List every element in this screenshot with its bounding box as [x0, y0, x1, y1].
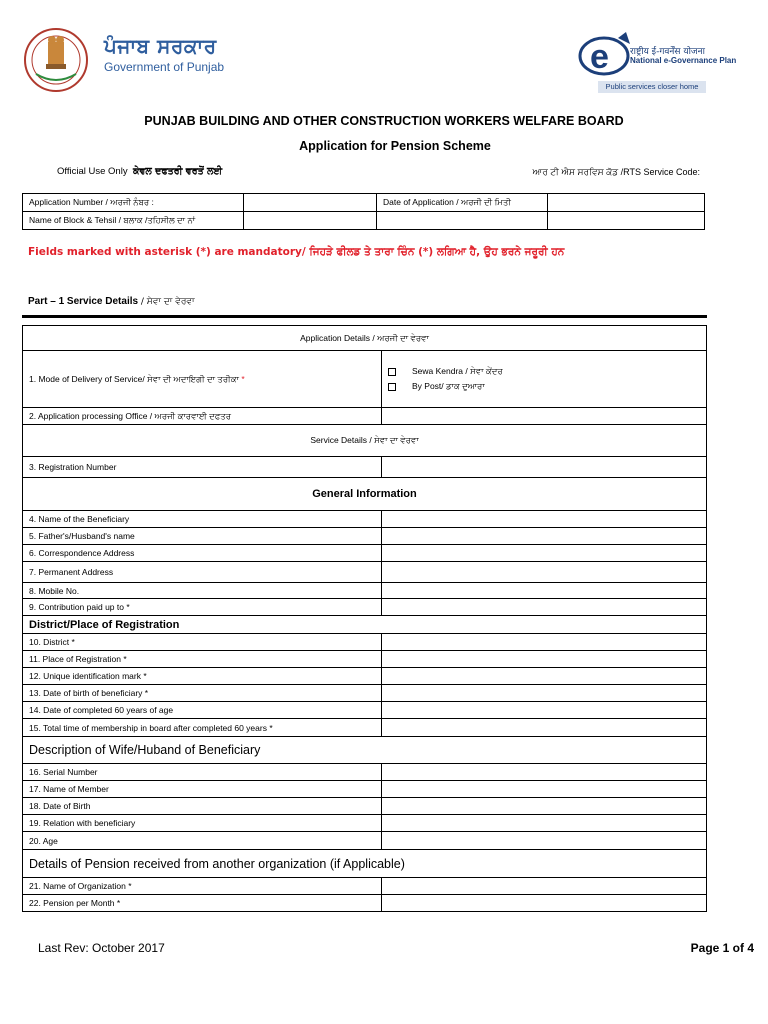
checkbox-by-post[interactable]	[388, 383, 396, 391]
district-heading: District/Place of Registration	[23, 616, 707, 634]
place-of-registration-field[interactable]	[382, 651, 707, 668]
page-number: Page 1 of 4	[690, 941, 754, 955]
egov-tagline: Public services closer home	[598, 81, 706, 93]
membership-time-field[interactable]	[382, 719, 707, 737]
part1-title: Part – 1 Service Details	[28, 296, 139, 307]
date-of-birth-label: 13. Date of birth of beneficiary *	[23, 685, 382, 702]
service-details-table	[22, 325, 707, 912]
service-details-heading: Service Details / ਸੇਵਾ ਦਾ ਵੇਰਵਾ	[23, 425, 707, 457]
mode-of-delivery-text: 1. Mode of Delivery of Service/ ਸੇਵਾ ਦੀ ਅਦਾਇਗੀ ਦਾ ਤਰੀਕਾ	[29, 373, 239, 384]
pension-heading: Details of Pension received from another organization (if Applicable)	[23, 850, 707, 878]
age-field[interactable]	[382, 832, 707, 850]
contribution-paid-field[interactable]	[382, 599, 707, 616]
punjab-sarkar-title: ਪੰਜਾਬ ਸਰਕਾਰ	[104, 34, 217, 58]
government-of-punjab: Government of Punjab	[104, 60, 225, 74]
required-star: *	[241, 373, 245, 384]
wife-husband-heading: Description of Wife/Huband of Beneficiary	[23, 737, 707, 764]
correspondence-address-label: 6. Correspondence Address	[23, 545, 382, 562]
egov-english-text: National e-Governance Plan	[630, 56, 737, 65]
processing-office-field[interactable]	[382, 408, 707, 425]
age-label: 20. Age	[23, 832, 382, 850]
mobile-no-label: 8. Mobile No.	[23, 583, 382, 599]
pension-per-month-label: 22. Pension per Month *	[23, 895, 382, 912]
identification-mark-field[interactable]	[382, 668, 707, 685]
contribution-paid-label: 9. Contribution paid up to *	[23, 599, 382, 616]
place-of-registration-label: 11. Place of Registration *	[23, 651, 382, 668]
svg-text:e: e	[590, 38, 609, 76]
part1-heading	[28, 296, 195, 307]
relation-label: 19. Relation with beneficiary	[23, 815, 382, 832]
organization-name-label: 21. Name of Organization *	[23, 878, 382, 895]
application-number-field[interactable]	[244, 194, 377, 212]
date-60-years-field[interactable]	[382, 702, 707, 719]
board-title: PUNJAB BUILDING AND OTHER CONSTRUCTION WORKERS WELFARE BOARD	[144, 114, 624, 128]
mode-of-delivery-label	[23, 351, 382, 408]
spouse-dob-label: 18. Date of Birth	[23, 798, 382, 815]
last-revision: Last Rev: October 2017	[38, 941, 165, 955]
block-tehsil-field[interactable]	[244, 212, 377, 230]
block-tehsil-label: Name of Block & Tehsil / ਬਲਾਕ /ਤਹਿਸੀਲ ਦਾ ਨਾਂ	[23, 212, 244, 230]
date-of-application-field[interactable]	[548, 194, 705, 212]
date-60-years-label: 14. Date of completed 60 years of age	[23, 702, 382, 719]
registration-number-label: 3. Registration Number	[23, 457, 382, 478]
permanent-address-field[interactable]	[382, 562, 707, 583]
egov-hindi-text: राष्ट्रीय ई-गवर्नेंस योजना	[630, 47, 705, 57]
father-husband-name-label: 5. Father's/Husband's name	[23, 528, 382, 545]
spouse-dob-field[interactable]	[382, 798, 707, 815]
serial-number-field[interactable]	[382, 764, 707, 781]
part1-title-punjabi: / ਸੇਵਾ ਦਾ ਵੇਰਵਾ	[140, 297, 195, 307]
pension-per-month-field[interactable]	[382, 895, 707, 912]
correspondence-address-field[interactable]	[382, 545, 707, 562]
processing-office-label: 2. Application processing Office / ਅਰਜੀ ਕਾਰਵਾਈ ਦਫਤਰ	[23, 408, 382, 425]
father-husband-name-field[interactable]	[382, 528, 707, 545]
district-label: 10. District *	[23, 634, 382, 651]
application-number-label: Application Number / ਅਰਜੀ ਨੰਬਰ :	[23, 194, 244, 212]
organization-name-field[interactable]	[382, 878, 707, 895]
general-information-heading: General Information	[23, 478, 707, 511]
official-use-label: Official Use Only	[57, 166, 128, 177]
application-details-heading: Application Details / ਅਰਜੀ ਦਾ ਵੇਰਵਾ	[23, 326, 707, 351]
option-by-post[interactable]	[388, 381, 700, 392]
beneficiary-name-field[interactable]	[382, 511, 707, 528]
option-sewa-kendra[interactable]	[388, 366, 700, 377]
member-name-field[interactable]	[382, 781, 707, 798]
checkbox-sewa-kendra[interactable]	[388, 368, 396, 376]
official-use-punjabi: ਕੇਵਲ ਦਫਤਰੀ ਵਰਤੋਂ ਲਈ	[133, 166, 223, 177]
registration-number-field[interactable]	[382, 457, 707, 478]
date-of-birth-field[interactable]	[382, 685, 707, 702]
relation-field[interactable]	[382, 815, 707, 832]
district-field[interactable]	[382, 634, 707, 651]
rts-service-code: ਆਰ ਟੀ ਐਸ ਸਰਵਿਸ ਕੋਡ /RTS Service Code:	[532, 167, 700, 177]
permanent-address-label: 7. Permanent Address	[23, 562, 382, 583]
block-tehsil-field-2[interactable]	[377, 212, 548, 230]
membership-time-label: 15. Total time of membership in board after completed 60 years *	[23, 719, 382, 737]
date-of-application-label: Date of Application / ਅਰਜੀ ਦੀ ਮਿਤੀ	[377, 194, 548, 212]
beneficiary-name-label: 4. Name of the Beneficiary	[23, 511, 382, 528]
punjab-emblem-icon	[22, 24, 90, 96]
block-tehsil-field-3[interactable]	[548, 212, 705, 230]
option-sewa-kendra-label: Sewa Kendra / ਸੇਵਾ ਕੇਂਦਰ	[412, 366, 503, 376]
form-title: Application for Pension Scheme	[299, 139, 491, 153]
mode-of-delivery-options	[382, 351, 707, 408]
member-name-label: 17. Name of Member	[23, 781, 382, 798]
application-info-table	[22, 193, 705, 230]
serial-number-label: 16. Serial Number	[23, 764, 382, 781]
mandatory-note: Fields marked with asterisk (*) are mandatory/ ਜਿਹੜੇ ਫੀਲਡ ਤੇ ਤਾਰਾ ਚਿੰਨ (*) ਲਗਿਆ ਹੈ, ਉਹ ਭਰਨੇ ਜਰੂਰੀ ਹਨ	[28, 246, 565, 258]
option-by-post-label: By Post/ ਡਾਕ ਦੁਆਰਾ	[412, 381, 485, 391]
identification-mark-label: 12. Unique identification mark *	[23, 668, 382, 685]
mobile-no-field[interactable]	[382, 583, 707, 599]
section-divider	[22, 315, 707, 318]
